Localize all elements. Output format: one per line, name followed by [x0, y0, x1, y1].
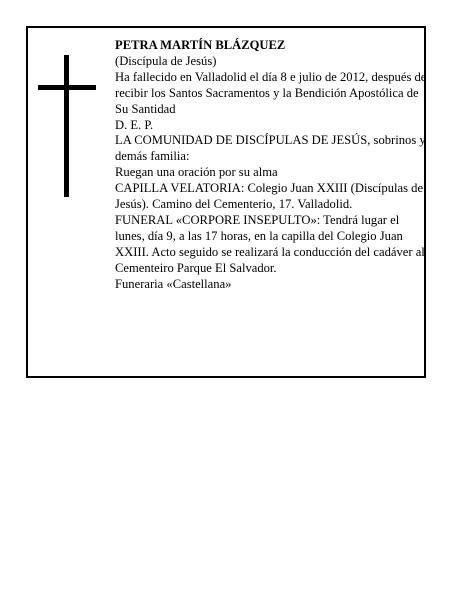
death-notice: Ha fallecido en Valladolid el día 8 e julio de 2012, después de recibir los Santos Sacramentos y la Bendición Apostólica de Su Santidad — [115, 69, 427, 116]
wake-chapel: CAPILLA VELATORIA: Colegio Juan XXIII (Discípulas de Jesús). Camino del Cementerio, 17. Valladolid. — [115, 181, 424, 212]
deceased-name: PETRA MARTÍN BLÁZQUEZ — [115, 38, 286, 52]
notice-text-block — [115, 38, 427, 293]
rest-in-peace: D. E. P. — [115, 117, 154, 132]
deceased-role: (Discípula de Jesús) — [115, 53, 217, 68]
cross-icon — [38, 55, 96, 197]
prayer-request: Ruegan una oración por su alma — [115, 165, 278, 180]
obituary-notice — [26, 26, 426, 378]
funeral-details: FUNERAL «CORPORE INSEPULTO»: Tendrá lugar el lunes, día 9, a las 17 horas, en la capilla del Colegio Juan XXIII. Acto seguido se realizará la conducción del cadáver al Cementeiro Parque El Salvador. — [115, 212, 425, 275]
funeral-home: Funeraria «Castellana» — [115, 276, 232, 291]
cross-horizontal-bar — [38, 85, 96, 90]
family-line: LA COMUNIDAD DE DISCÍPULAS DE JESÚS, sobrinos y demás familia: — [115, 133, 426, 164]
cross-vertical-bar — [64, 55, 69, 197]
